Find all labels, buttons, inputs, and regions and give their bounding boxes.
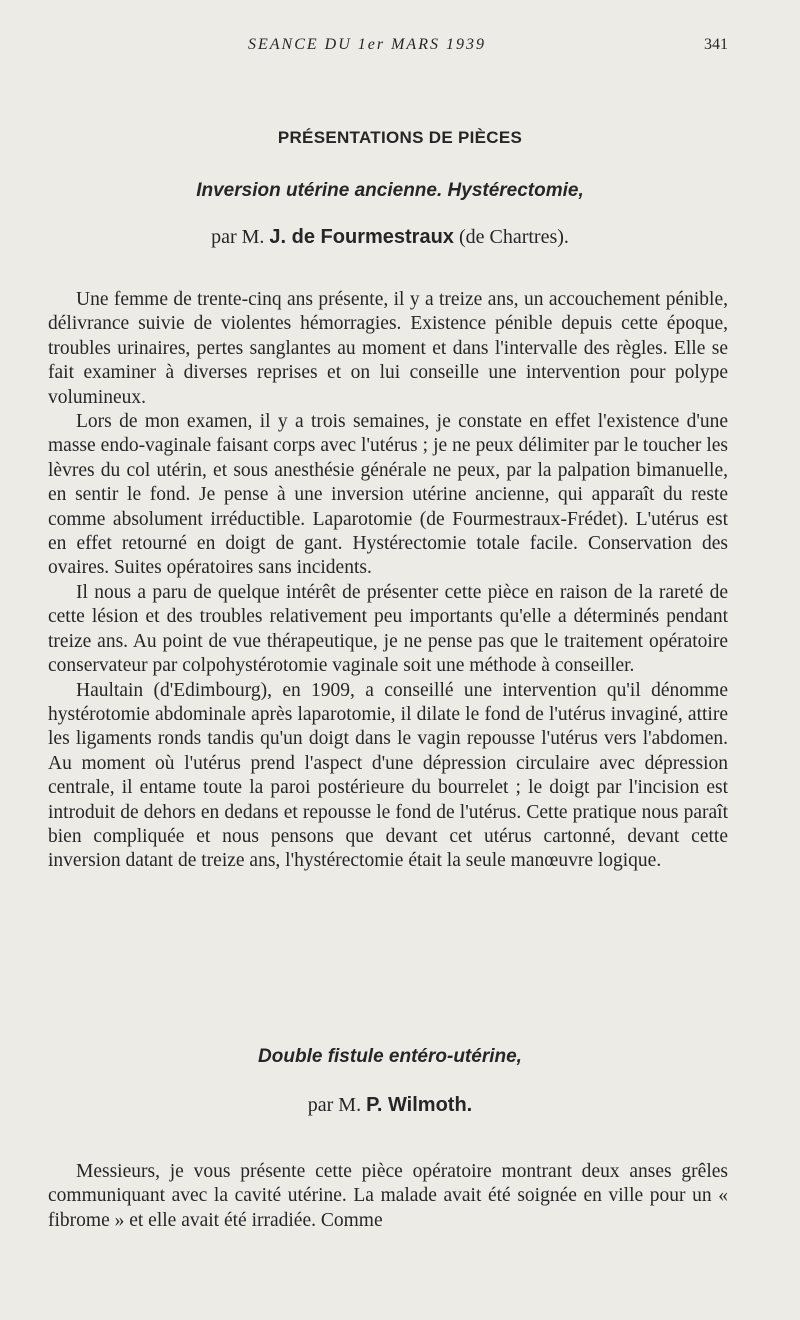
article-body	[48, 1160, 728, 1233]
author-name: J. de Fourmestraux	[269, 226, 454, 248]
article-title: Inversion utérine ancienne. Hystérectomie,	[196, 180, 584, 201]
byline-prefix: par M.	[211, 226, 265, 248]
paragraph: Lors de mon examen, il y a trois semaines, je constate en effet l'existence d'une masse endo-vaginale faisant corps avec l'utérus ; je ne peux délimiter par le toucher les lèvres du col utérin, et sous anesthésie générale ne peux, par la palpation bimanuelle, en sentir le fond. Je pense à une inversion utérine ancienne, qui apparaît du reste comme absolument irréductible. Laparotomie (de Fourmestraux-Frédet). L'utérus est en effet retourné en doigt de gant. Hystérectomie totale facile. Conservation des ovaires. Suites opératoires sans incidents.	[48, 411, 728, 579]
article-body	[48, 288, 728, 874]
paragraph: Il nous a paru de quelque intérêt de présenter cette pièce en raison de la rareté de cette lésion et des troubles relativement peu importants qu'elle a déterminés pendant treize ans. Au point de vue thérapeutique, je ne pense pas que le traitement opératoire conservateur par colpohystérotomie vaginale soit une méthode à conseiller.	[48, 581, 728, 677]
paragraph: Messieurs, je vous présente cette pièce opératoire montrant deux anses grêles communiquant avec la cavité utérine. La malade avait été soignée en ville pour un « fibrome » et elle avait été irradiée. Comme	[48, 1161, 728, 1231]
paragraph: Haultain (d'Edimbourg), en 1909, a conseillé une intervention qu'il dénomme hystérotomie abdominale après laparotomie, il dilate le fond de l'utérus invaginé, attire les ligaments ronds tandis qu'un doigt dans le vagin repousse l'utérus vers l'abdomen. Au moment où l'utérus prend l'aspect d'une dépression circulaire avec dépression centrale, il entame toute la paroi postérieure du bourrelet ; le doigt par l'incision est introduit de dehors en dedans et repousse le fond de l'utérus. Cette pratique nous paraît bien compliquée et nous pensons que devant cet utérus cartonné, devant cette inversion datant de treize ans, l'hystérectomie était la seule manœuvre logique.	[48, 679, 728, 872]
author-affiliation: (de Chartres).	[458, 226, 569, 248]
article-byline	[0, 1094, 780, 1117]
page-number: 341	[704, 36, 728, 53]
article-title: Double fistule entéro-utérine,	[258, 1046, 522, 1067]
section-heading: PRÉSENTATIONS DE PIÈCES	[277, 128, 523, 147]
byline-prefix: par M.	[307, 1094, 362, 1116]
author-name: P. Wilmoth.	[366, 1094, 473, 1116]
paragraph: Une femme de trente-cinq ans présente, il y a treize ans, un accouchement pénible, délivrance suivie de violentes hémorragies. Existence pénible depuis cette époque, troubles urinaires, pertes sanglantes au moment et dans l'intervalle des règles. Elle se fait examiner à diverses reprises et on lui conseille une intervention pour polype volumineux.	[48, 289, 728, 408]
running-head-title: SEANCE DU 1er MARS 1939	[248, 36, 486, 53]
article-byline	[0, 226, 780, 249]
